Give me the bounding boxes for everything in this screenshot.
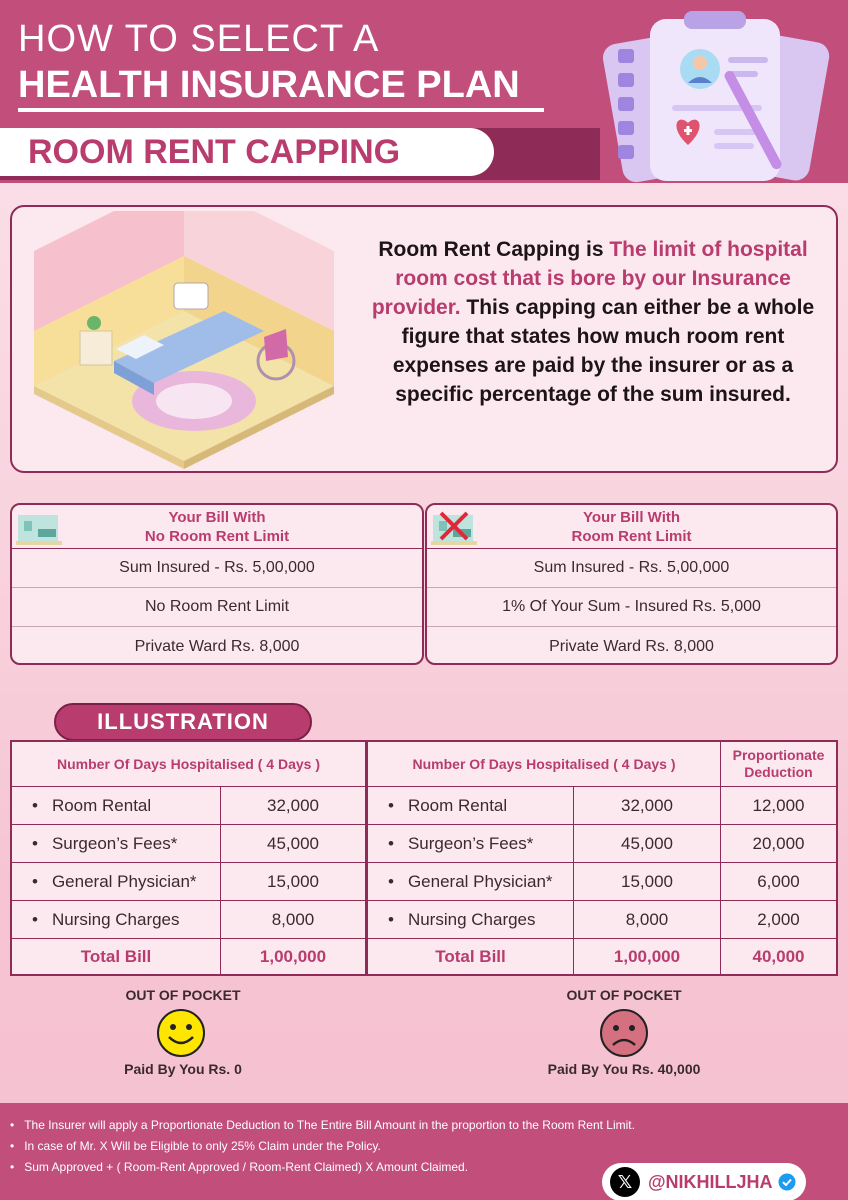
- smiley-face-icon: [156, 1008, 206, 1058]
- deduction-header: [721, 742, 836, 786]
- row-deduction: 12,000: [752, 795, 805, 815]
- oop-left-label: OUT OF POCKET: [125, 987, 241, 1003]
- compare-with-limit-header: [427, 505, 836, 549]
- row-item-left: • General Physician*: [22, 863, 220, 900]
- sad-face-icon: [599, 1008, 649, 1058]
- compare-with-limit-title-1: Your Bill With: [582, 508, 681, 526]
- total-amount-right: 1,00,000: [613, 946, 681, 966]
- illustration-tag: ILLUSTRATION: [54, 703, 312, 741]
- row-item-right: • Surgeon’s Fees*: [378, 825, 573, 862]
- row-amount-right: 45,000: [621, 833, 673, 853]
- row-item-left: • Room Rental: [22, 787, 220, 824]
- subtitle-pill: ROOM RENT CAPPING: [0, 128, 494, 176]
- footer-note-list: [10, 1115, 635, 1178]
- total-amount-left: 1,00,000: [259, 946, 327, 966]
- title-underline: [18, 108, 544, 112]
- footer-note: • In case of Mr. X Will be Eligible to only 25% Claim under the Policy.: [10, 1136, 635, 1157]
- left-table-header: Number Of Days Hospitalised ( 4 Days ): [57, 755, 320, 772]
- deduction-header-line-1: Proportionate: [732, 747, 825, 763]
- intro-description: [358, 235, 828, 409]
- header-banner: [0, 0, 848, 183]
- row-amount-left: 45,000: [267, 833, 319, 853]
- row-item-left: • Surgeon’s Fees*: [22, 825, 220, 862]
- intro-lead: Room Rent Capping is: [378, 238, 610, 261]
- social-handle-badge[interactable]: [602, 1163, 806, 1200]
- compare-with-limit: [425, 503, 838, 665]
- deduction-header-line-2: Deduction: [744, 764, 813, 780]
- row-deduction: 20,000: [752, 833, 805, 853]
- intro-card: [10, 205, 838, 473]
- compare-with-limit-title-2: Room Rent Limit: [571, 527, 692, 545]
- compare-row: 1% Of Your Sum - Insured Rs. 5,000: [427, 588, 836, 627]
- row-amount-left: 15,000: [267, 871, 319, 891]
- verified-badge-icon: [778, 1173, 796, 1191]
- compare-no-limit-header: [12, 505, 422, 549]
- compare-no-limit-title-1: Your Bill With: [168, 508, 266, 526]
- room-icon: [16, 509, 62, 547]
- clipboard-illustration-icon: [600, 5, 830, 183]
- row-deduction: 6,000: [757, 871, 800, 891]
- social-handle: @NIKHILLJHA: [648, 1171, 773, 1192]
- footer-note: • The Insurer will apply a Proportionate Deduction to The Entire Bill Amount in the proportion to the Room Rent Limit.: [10, 1115, 635, 1136]
- hospital-room-illustration-icon: [24, 211, 344, 469]
- intro-highlight: The limit of hospital room cost that is bore by our Insurance provider.: [371, 238, 808, 319]
- row-item-right: • Nursing Charges: [378, 901, 573, 938]
- intro-rest: This capping can either be a whole figure that states how much room rent expenses are paid by the insurer or as a specific percentage of the sum insured.: [392, 296, 815, 406]
- compare-row: No Room Rent Limit: [12, 588, 422, 627]
- compare-row: Sum Insured - Rs. 5,00,000: [12, 549, 422, 588]
- compare-row: Private Ward Rs. 8,000: [549, 637, 714, 655]
- illustration-table: [10, 740, 838, 976]
- right-table-header: Number Of Days Hospitalised ( 4 Days ): [412, 755, 676, 772]
- row-item-left: • Nursing Charges: [22, 901, 220, 938]
- compare-row: Sum Insured - Rs. 5,00,000: [427, 549, 836, 588]
- oop-right-label: OUT OF POCKET: [566, 987, 682, 1003]
- row-amount-left: 8,000: [271, 909, 315, 929]
- total-deduction: 40,000: [752, 946, 805, 966]
- title-line-1: HOW TO SELECT A: [18, 18, 380, 60]
- row-amount-right: 8,000: [625, 909, 669, 929]
- title-line-2: HEALTH INSURANCE PLAN: [18, 64, 520, 106]
- total-label-left: Total Bill: [80, 946, 152, 966]
- row-item-right: • General Physician*: [378, 863, 573, 900]
- total-label-right: Total Bill: [435, 946, 506, 966]
- row-amount-left: 32,000: [267, 795, 319, 815]
- oop-left-paid: Paid By You Rs. 0: [124, 1061, 242, 1077]
- compare-no-limit: [10, 503, 424, 665]
- compare-row: Private Ward Rs. 8,000: [134, 637, 300, 655]
- row-amount-right: 15,000: [621, 871, 673, 891]
- row-item-right: • Room Rental: [378, 787, 573, 824]
- x-logo-icon: 𝕏: [610, 1167, 640, 1197]
- oop-right-paid: Paid By You Rs. 40,000: [547, 1061, 701, 1077]
- row-deduction: 2,000: [757, 909, 800, 929]
- footer-note: • Sum Approved + ( Room-Rent Approved / Room-Rent Claimed) X Amount Claimed.: [10, 1157, 635, 1178]
- compare-no-limit-title-2: No Room Rent Limit: [144, 527, 290, 545]
- row-amount-right: 32,000: [621, 795, 673, 815]
- room-crossed-icon: [431, 509, 477, 547]
